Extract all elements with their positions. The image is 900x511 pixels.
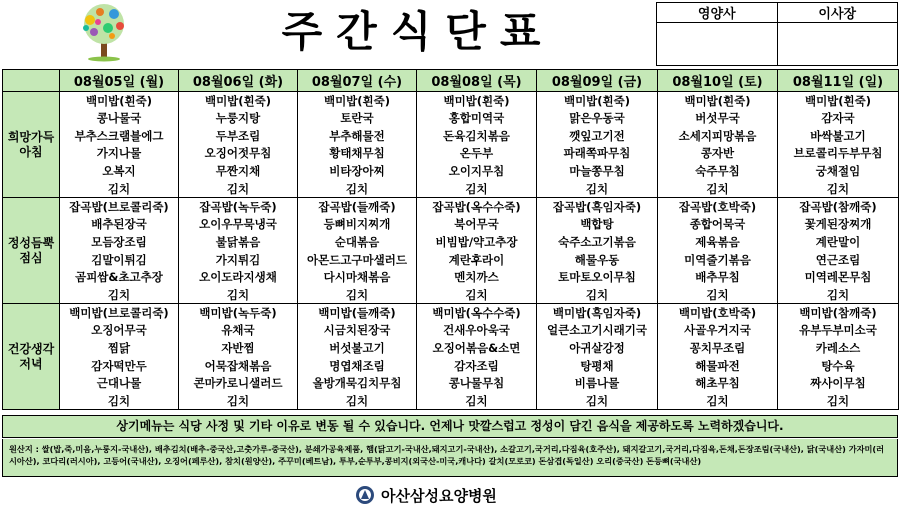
menu-item: 백미밥(흰죽) — [658, 92, 778, 110]
menu-item: 백미밥(흰죽) — [778, 92, 899, 110]
menu-item: 아귀살강정 — [537, 339, 658, 357]
menu-item: 김치 — [778, 286, 899, 304]
menu-row — [3, 286, 899, 304]
menu-item: 맑은우동국 — [537, 109, 658, 127]
menu-item: 숙주무침 — [658, 162, 778, 180]
menu-item: 백미밥(흰죽) — [537, 92, 658, 110]
menu-item: 김치 — [60, 392, 179, 410]
menu-item: 곰피쌈&초고추장 — [60, 268, 179, 286]
menu-item: 모듬장조림 — [60, 233, 179, 251]
day-header: 08월08일 (목) — [417, 70, 537, 92]
menu-item: 김치 — [179, 286, 298, 304]
menu-row — [3, 339, 899, 357]
menu-item: 다시마채볶음 — [298, 268, 417, 286]
menu-item: 감자국 — [778, 109, 899, 127]
hospital-emblem-icon — [355, 485, 375, 505]
menu-item: 누룽지탕 — [179, 109, 298, 127]
hospital-name: 아산삼성요양병원 — [381, 486, 497, 505]
menu-item: 명엽채조림 — [298, 357, 417, 375]
menu-item: 김치 — [537, 180, 658, 198]
day-header: 08월07일 (수) — [298, 70, 417, 92]
menu-item: 등뼈비지찌개 — [298, 215, 417, 233]
day-header: 08월05일 (월) — [60, 70, 179, 92]
menu-item: 백미밥(흰죽) — [417, 92, 537, 110]
menu-item: 오복지 — [60, 162, 179, 180]
menu-item: 해초무침 — [658, 375, 778, 393]
menu-item: 꽁치무조림 — [658, 339, 778, 357]
menu-item: 홍합미역국 — [417, 109, 537, 127]
menu-item: 황태채무침 — [298, 145, 417, 163]
menu-item: 순대볶음 — [298, 233, 417, 251]
menu-row — [3, 92, 899, 110]
menu-item: 콘마카로니샐러드 — [179, 375, 298, 393]
meal-label: 정성듬뿍 점심 — [3, 198, 60, 304]
menu-item: 유채국 — [179, 321, 298, 339]
menu-item: 해물우동 — [537, 251, 658, 269]
menu-item: 백미밥(녹두죽) — [179, 304, 298, 322]
menu-item: 가지튀김 — [179, 251, 298, 269]
menu-item: 비빔밥/약고추장 — [417, 233, 537, 251]
menu-item: 백미밥(호박죽) — [658, 304, 778, 322]
menu-item: 백미밥(옥수수죽) — [417, 304, 537, 322]
menu-item: 오징어무국 — [60, 321, 179, 339]
menu-row — [3, 180, 899, 198]
day-header: 08월10일 (토) — [658, 70, 778, 92]
menu-item: 꽃게된장찌개 — [778, 215, 899, 233]
menu-item: 카레소스 — [778, 339, 899, 357]
menu-row — [3, 233, 899, 251]
menu-item: 무짠지채 — [179, 162, 298, 180]
menu-item: 두부조림 — [179, 127, 298, 145]
menu-item: 오이도라지생채 — [179, 268, 298, 286]
menu-item: 올방개묵김치무침 — [298, 375, 417, 393]
menu-item: 잡곡밥(브로콜리죽) — [60, 198, 179, 216]
menu-row — [3, 321, 899, 339]
meal-label: 건강생각 저녁 — [3, 304, 60, 410]
menu-item: 얼큰소고기시래기국 — [537, 321, 658, 339]
menu-row — [3, 392, 899, 410]
menu-item: 감자조림 — [417, 357, 537, 375]
corner-cell — [3, 70, 60, 92]
signature-box — [656, 2, 898, 66]
menu-item: 오징어볶음&소면 — [417, 339, 537, 357]
menu-item: 김치 — [298, 286, 417, 304]
menu-item: 종합어묵국 — [658, 215, 778, 233]
menu-item: 감자떡만두 — [60, 357, 179, 375]
menu-row — [3, 162, 899, 180]
menu-row — [3, 109, 899, 127]
menu-item: 버섯불고기 — [298, 339, 417, 357]
menu-item: 부추스크램블에그 — [60, 127, 179, 145]
signature-slot-director — [777, 23, 898, 66]
menu-item: 백미밥(흰죽) — [179, 92, 298, 110]
menu-item: 짜사이무침 — [778, 375, 899, 393]
menu-item: 해물파전 — [658, 357, 778, 375]
menu-item: 김말이튀김 — [60, 251, 179, 269]
menu-item: 오이우무묵냉국 — [179, 215, 298, 233]
menu-item: 잡곡밥(호박죽) — [658, 198, 778, 216]
menu-item: 가지나물 — [60, 145, 179, 163]
menu-item: 자반찜 — [179, 339, 298, 357]
menu-row — [3, 215, 899, 233]
menu-item: 멘치까스 — [417, 268, 537, 286]
menu-item: 시금치된장국 — [298, 321, 417, 339]
menu-item: 마늘쫑무침 — [537, 162, 658, 180]
menu-item: 탕평채 — [537, 357, 658, 375]
day-header: 08월11일 (일) — [778, 70, 899, 92]
menu-item: 김치 — [60, 286, 179, 304]
signature-label-dietitian: 영양사 — [657, 3, 778, 23]
menu-item: 유부두부미소국 — [778, 321, 899, 339]
menu-item: 미역레몬무침 — [778, 268, 899, 286]
menu-item: 백미밥(흰죽) — [60, 92, 179, 110]
menu-item: 토란국 — [298, 109, 417, 127]
menu-item: 잡곡밥(녹두죽) — [179, 198, 298, 216]
origin-info: 원산지 : 쌀(밥,죽,미음,누룽지-국내산), 배추김치(배추-중국산,고춧가루-중국산), 분쇄가공육제품, 햄(닭고기-국내산,돼지고기-국내산), 소갈고기,국거리,다짐육(호주산), 돼지갈고기,국거리,다짐육,돈채,돈장조림(국내산), 닭(국내산) 가자미(러시아산), 코다리(러시아), 고등어(국내산), 오징어(페루산), 참치(원양산), 주꾸미(베트남), 투부,순투부,콩비지(외국산-미국,캐나다) 갈치(모로코) 돈삼겹(독일산) 오리(중국산) 돈등뼈(국내산) — [2, 439, 898, 477]
tree-logo-icon — [70, 2, 138, 62]
signature-slot-dietitian — [657, 23, 778, 66]
menu-item: 김치 — [658, 286, 778, 304]
day-header: 08월09일 (금) — [537, 70, 658, 92]
menu-item: 김치 — [179, 180, 298, 198]
menu-item: 오징어젓무침 — [179, 145, 298, 163]
menu-item: 근대나물 — [60, 375, 179, 393]
menu-item: 김치 — [537, 286, 658, 304]
menu-item: 김치 — [417, 180, 537, 198]
menu-item: 토마토오이무침 — [537, 268, 658, 286]
menu-item: 온두부 — [417, 145, 537, 163]
menu-item: 궁채절임 — [778, 162, 899, 180]
menu-row — [3, 127, 899, 145]
meal-label: 희망가득 아침 — [3, 92, 60, 198]
menu-item: 콩나물무침 — [417, 375, 537, 393]
menu-item: 불닭볶음 — [179, 233, 298, 251]
day-header: 08월06일 (화) — [179, 70, 298, 92]
menu-item: 백미밥(흰죽) — [298, 92, 417, 110]
menu-item: 김치 — [778, 180, 899, 198]
weekly-menu-table — [2, 69, 899, 410]
menu-item: 김치 — [658, 180, 778, 198]
menu-item: 콩자반 — [658, 145, 778, 163]
day-header-row — [3, 70, 899, 92]
menu-item: 비름나물 — [537, 375, 658, 393]
menu-item: 오이지무침 — [417, 162, 537, 180]
menu-item: 찜닭 — [60, 339, 179, 357]
menu-item: 백미밥(흑임자죽) — [537, 304, 658, 322]
menu-item: 백합탕 — [537, 215, 658, 233]
menu-item: 깻잎고기전 — [537, 127, 658, 145]
menu-item: 아몬드고구마샐러드 — [298, 251, 417, 269]
menu-item: 소세지피망볶음 — [658, 127, 778, 145]
menu-item: 잡곡밥(흑임자죽) — [537, 198, 658, 216]
menu-item: 잡곡밥(옥수수죽) — [417, 198, 537, 216]
menu-item: 북어무국 — [417, 215, 537, 233]
menu-item: 미역줄기볶음 — [658, 251, 778, 269]
menu-item: 배추무침 — [658, 268, 778, 286]
menu-item: 백미밥(들깨죽) — [298, 304, 417, 322]
menu-item: 배추된장국 — [60, 215, 179, 233]
notice-banner: 상기메뉴는 식당 사정 및 기타 이유로 변동 될 수 있습니다. 언제나 맛깔스럽고 정성이 담긴 음식을 제공하도록 노력하겠습니다. — [2, 415, 898, 438]
menu-item: 잡곡밥(들깨죽) — [298, 198, 417, 216]
menu-item: 잡곡밥(참깨죽) — [778, 198, 899, 216]
menu-item: 어묵잡채볶음 — [179, 357, 298, 375]
page-title: 주간식단표 — [281, 7, 555, 56]
menu-row — [3, 198, 899, 216]
menu-item: 김치 — [417, 286, 537, 304]
menu-item: 연근조림 — [778, 251, 899, 269]
signature-label-director: 이사장 — [777, 3, 898, 23]
menu-item: 백미밥(브로콜리죽) — [60, 304, 179, 322]
menu-row — [3, 145, 899, 163]
menu-item: 건새우아욱국 — [417, 321, 537, 339]
menu-item: 김치 — [417, 392, 537, 410]
menu-item: 김치 — [658, 392, 778, 410]
menu-item: 김치 — [298, 180, 417, 198]
menu-item: 콩나물국 — [60, 109, 179, 127]
menu-item: 돈육김치볶음 — [417, 127, 537, 145]
menu-row — [3, 304, 899, 322]
menu-item: 숙주소고기볶음 — [537, 233, 658, 251]
menu-item: 비타장아찌 — [298, 162, 417, 180]
menu-item: 김치 — [60, 180, 179, 198]
footer — [355, 482, 497, 508]
menu-item: 바싹불고기 — [778, 127, 899, 145]
menu-item: 파래쪽파무침 — [537, 145, 658, 163]
menu-item: 버섯무국 — [658, 109, 778, 127]
menu-item: 제육볶음 — [658, 233, 778, 251]
menu-item: 계란후라이 — [417, 251, 537, 269]
menu-item: 김치 — [537, 392, 658, 410]
menu-item: 부추해물전 — [298, 127, 417, 145]
menu-row — [3, 375, 899, 393]
menu-item: 브로콜리두부무침 — [778, 145, 899, 163]
menu-row — [3, 251, 899, 269]
menu-body — [3, 92, 899, 410]
menu-item: 사골우거지국 — [658, 321, 778, 339]
menu-item: 탕수육 — [778, 357, 899, 375]
menu-item: 김치 — [179, 392, 298, 410]
menu-row — [3, 268, 899, 286]
menu-item: 김치 — [778, 392, 899, 410]
menu-item: 백미밥(참깨죽) — [778, 304, 899, 322]
menu-item: 계란말이 — [778, 233, 899, 251]
menu-item: 김치 — [298, 392, 417, 410]
menu-row — [3, 357, 899, 375]
